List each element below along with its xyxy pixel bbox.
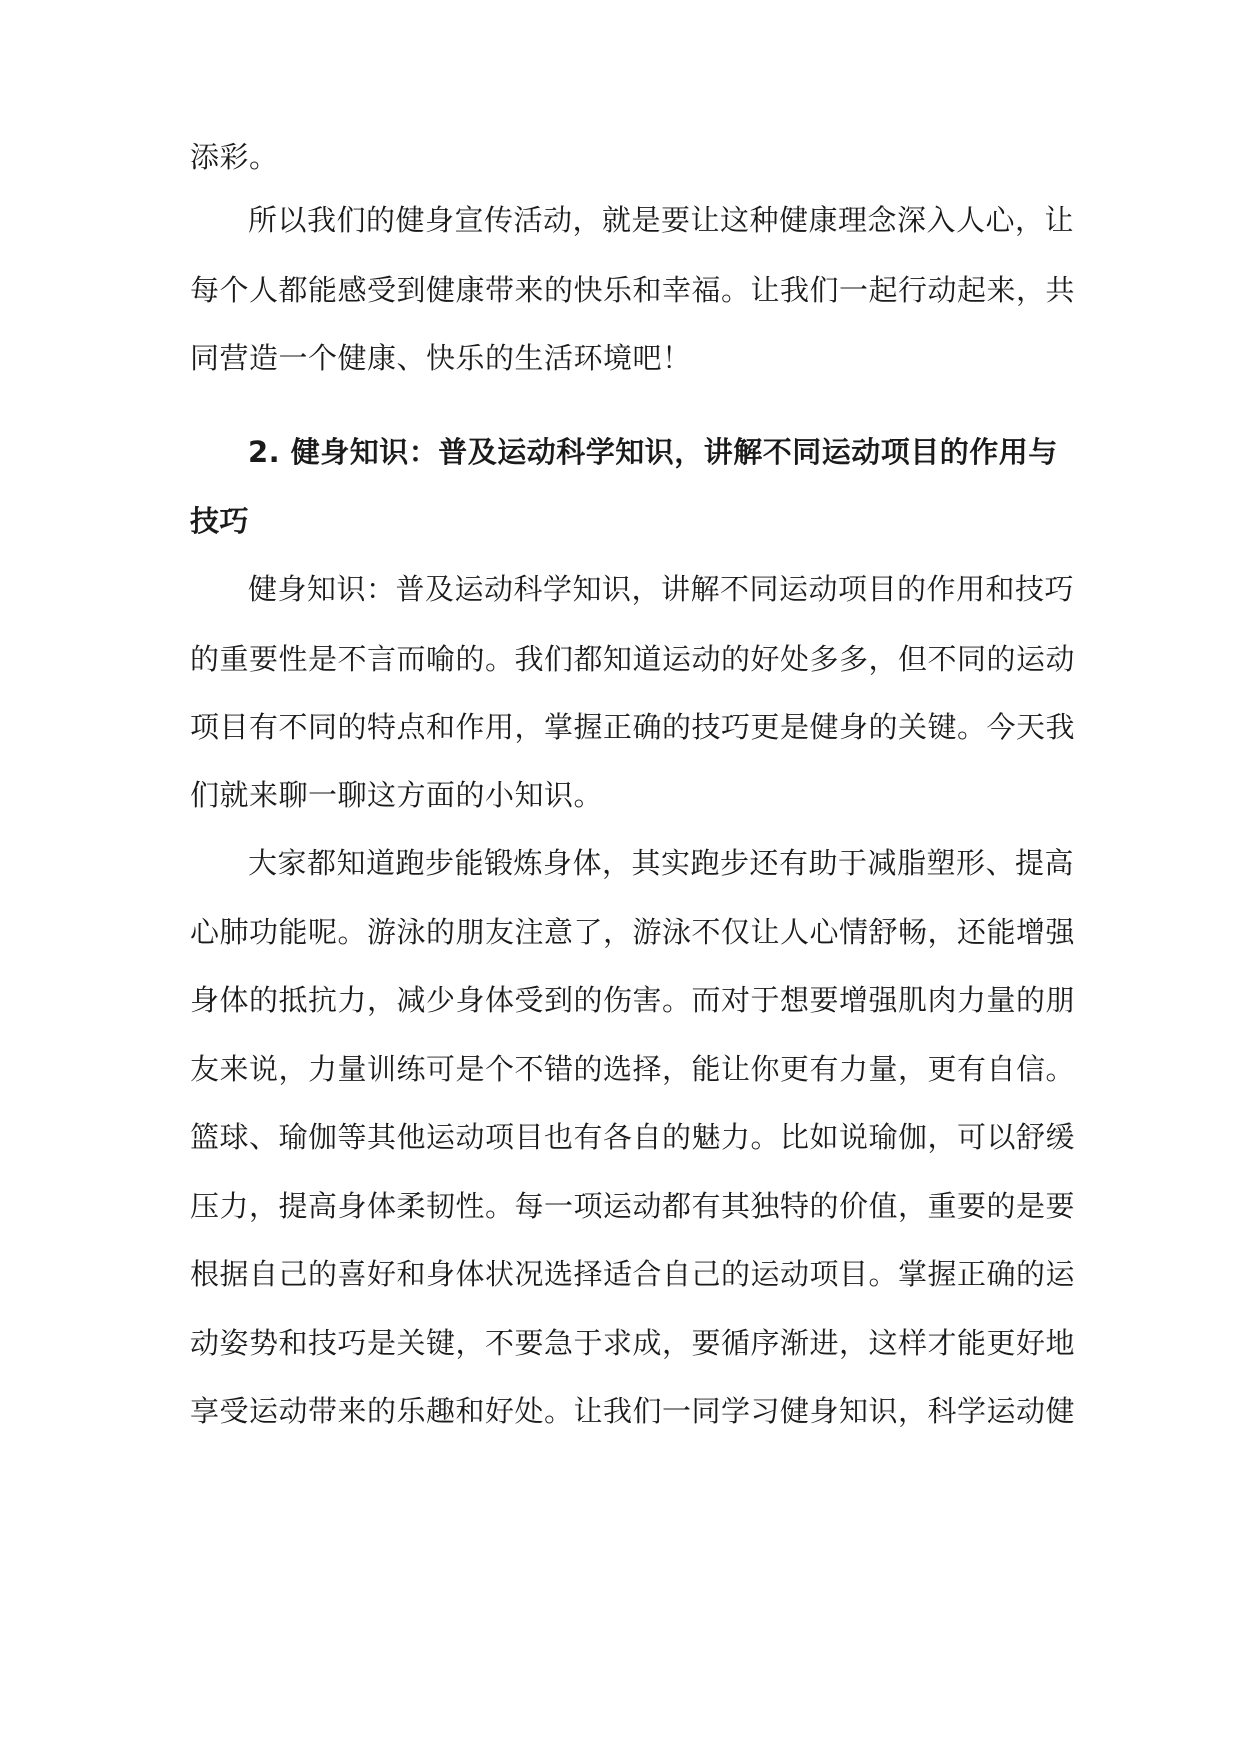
paragraph-line: 友来说，力量训练可是个不错的选择，能让你更有力量，更有自信。	[190, 1052, 1076, 1086]
paragraph-line: 大家都知道跑步能锻炼身体，其实跑步还有助于减脂塑形、提高	[248, 846, 1075, 880]
paragraph-line: 心肺功能呢。游泳的朋友注意了，游泳不仅让人心情舒畅，还能增强	[190, 915, 1076, 949]
section-heading: 2. 健身知识：普及运动科学知识，讲解不同运动项目的作用与	[248, 435, 1058, 469]
paragraph-line: 项目有不同的特点和作用，掌握正确的技巧更是健身的关键。今天我	[190, 710, 1076, 744]
paragraph-line: 根据自己的喜好和身体状况选择适合自己的运动项目。掌握正确的运	[190, 1257, 1076, 1291]
paragraph-line: 动姿势和技巧是关键，不要急于求成，要循序渐进，这样才能更好地	[190, 1326, 1076, 1360]
paragraph-line: 的重要性是不言而喻的。我们都知道运动的好处多多，但不同的运动	[190, 642, 1076, 676]
paragraph-line: 每个人都能感受到健康带来的快乐和幸福。让我们一起行动起来，共	[190, 273, 1076, 307]
paragraph-line: 健身知识：普及运动科学知识，讲解不同运动项目的作用和技巧	[248, 572, 1075, 606]
paragraph-line: 所以我们的健身宣传活动，就是要让这种健康理念深入人心，让	[248, 203, 1075, 237]
paragraph-line: 添彩。	[190, 140, 279, 174]
paragraph-line: 享受运动带来的乐趣和好处。让我们一同学习健身知识，科学运动健	[190, 1394, 1076, 1428]
paragraph-line: 压力，提高身体柔韧性。每一项运动都有其独特的价值，重要的是要	[190, 1189, 1076, 1223]
paragraph-line: 们就来聊一聊这方面的小知识。	[190, 778, 604, 812]
section-heading-continued: 技巧	[190, 504, 250, 538]
paragraph-line: 篮球、瑜伽等其他运动项目也有各自的魅力。比如说瑜伽，可以舒缓	[190, 1120, 1076, 1154]
paragraph-line: 身体的抵抗力，减少身体受到的伤害。而对于想要增强肌肉力量的朋	[190, 983, 1076, 1017]
paragraph-line: 同营造一个健康、快乐的生活环境吧！	[190, 341, 692, 375]
